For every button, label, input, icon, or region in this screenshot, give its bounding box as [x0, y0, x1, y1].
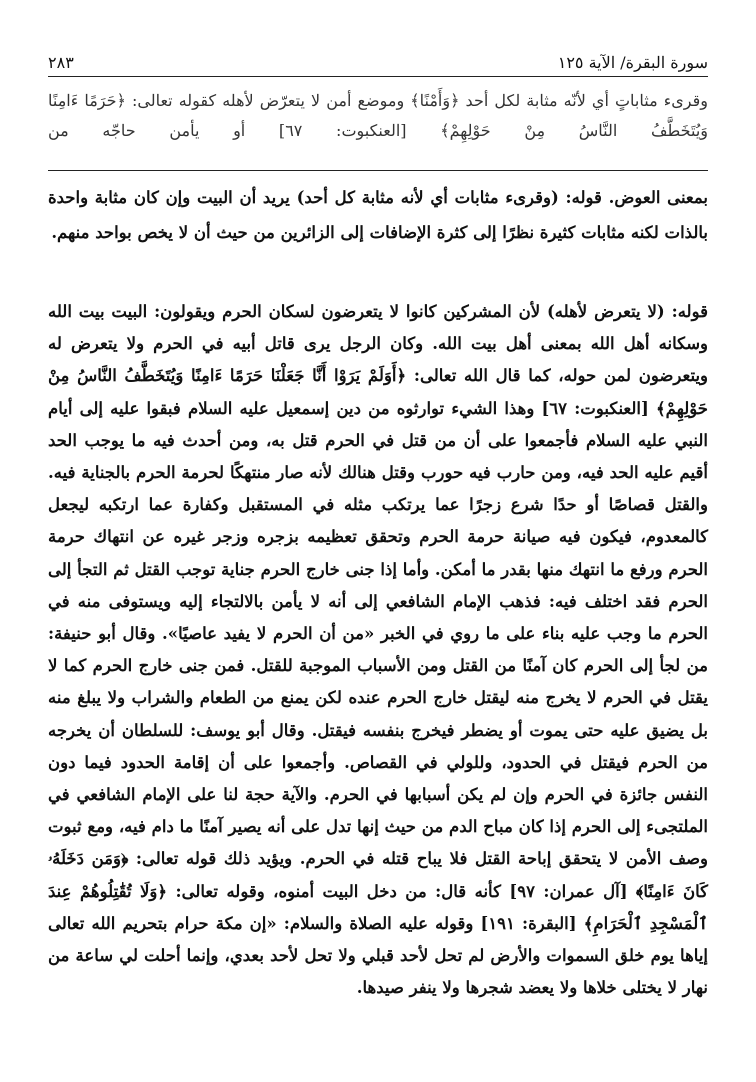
base-text-block — [48, 86, 708, 146]
base-text: وقرىء مثاباتٍ أي لأنّه مثابة لكل أحد ﴿وَأَمْنًا﴾ وموضع أمن لا يتعرّض لأهله كقوله تعالى: ﴿حَرَمًا ءَامِنًا وَيُتَخَطَّفُ النَّاسُ مِنْ حَوْلِهِمْ﴾ [العنكبوت: ٦٧] أو يأمن حاجّه من — [48, 91, 708, 140]
commentary-block-1 — [48, 180, 708, 250]
separator-rule — [48, 170, 708, 171]
commentary-block-2 — [48, 296, 708, 1004]
commentary-lead-1: قوله: — [565, 188, 602, 207]
commentary-body-2: (لا يتعرض لأهله) لأن المشركين كانوا لا يتعرضون لسكان الحرم ويقولون: البيت بيت الله وسكانه أهل الله بمعنى أهل بيت الله. وكان الرجل يرى قاتل أبيه في الحرم ولا يتعرض له ويتعرضون لمن حوله، كما قال الله تعالى: ﴿أَوَلَمْ يَرَوْا أَنَّا جَعَلْنَا حَرَمًا ءَامِنًا وَيُتَخَطَّفُ النَّاسُ مِنْ حَوْلِهِمْ﴾ [العنكبوت: ٦٧] وهذا الشيء توارثوه من دين إسمعيل عليه السلام فبقوا عليه إلى أيام النبي عليه السلام فأجمعوا على أن من قتل في الحرم قتل به، ومن أحدث فيه ما يوجب الحد أقيم عليه الحد فيه، ومن حارب فيه حورب وقتل هنالك لأنه صار منتهكًا لحرمة الحرم بالجناية فيه. والقتل قصاصًا أو حدًا شرع زجرًا عما يرتكب مثله في المستقبل وكفارة عما ارتكبه ليجعل كالمعدوم، فيكون فيه صيانة حرمة الحرم وتحقق تعظيمه بزجره وزجر غيره عن انتهاك حرمة الحرم ورفع ما انتهك منها بقدر ما أمكن. وأما إذا جنى خارج الحرم جناية توجب القتل ثم التجأ إلى الحرم فقد اختلف فيه: فذهب الإمام الشافعي إلى أنه لا يأمن بالالتجاء إليه ويستوفى منه في الحرم ما وجب عليه بناء على ما روي في الخبر «من أن الحرم لا يفيد عاصيًا». وقال أبو حنيفة: من لجأ إلى الحرم كان آمنًا من القتل ومن الأسباب الموجبة للقتل. فمن جنى خارج الحرم كما لا يقتل في الحرم لا يخرج منه ليقتل خارج الحرم عنده لكن يمنع من الطعام والشراب ولا يبلغ منه بل يضيق عليه حتى يموت أو يضطر فيخرج بنفسه فيقتل. وقال أبو يوسف: للسلطان أن يخرجه من الحرم فيقتل في الحدود، وللولي في القصاص. وأجمعوا على أن إقامة الحدود فيما دون النفس جائزة في الحرم وإن لم يكن أسبابها في الحرم. والآية حجة لنا على الإمام الشافعي في الملتجىء إلى الحرم إذا كان مباح الدم من حيث إنها تدل على أنه يصير آمنًا ما دام فيه، ومع ثبوت وصف الأمن لا يتحقق إباحة القتل فلا يباح قتله في الحرم. ويؤيد ذلك قوله تعالى: ﴿وَمَن دَخَلَهُۥ كَانَ ءَامِنًا﴾ [آل عمران: ٩٧] كأنه قال: من دخل البيت أمنوه، وقوله تعالى: ﴿وَلَا تُقَٰتِلُوهُمْ عِندَ ٱلْمَسْجِدِ ٱلْحَرَامِ﴾ [البقرة: ١٩١] وقوله عليه الصلاة والسلام: «إن مكة حرام بتحريم الله تعالى إياها يوم خلق السموات والأرض لم تحل لأحد قبلي ولا تحل لأحد بعدي، وإنما أحلت لي ساعة من نهار لا يختلى خلاها ولا يعضد شجرها ولا ينفر صيدها. — [48, 302, 708, 998]
page-number: ٢٨٣ — [48, 53, 74, 72]
continuation-text: بمعنى العوض. — [608, 188, 709, 207]
commentary-body-1: (وقرىء مثابات أي لأنه مثابة كل أحد) يريد أن البيت وإن كان مثابة واحدة بالذات لكنه مثابات كثيرة نظرًا إلى كثرة الإضافات إلى الزائرين من حيث أن لا يخص بواحد منهم. — [48, 188, 708, 242]
header-rule — [48, 76, 708, 77]
commentary-lead-2: قوله: — [671, 302, 708, 321]
page-header — [48, 44, 708, 72]
running-title: سورة البقرة/ الآية ١٢٥ — [557, 53, 708, 72]
commentary-paragraph-1 — [48, 180, 708, 250]
commentary-paragraph-2 — [48, 296, 708, 1004]
